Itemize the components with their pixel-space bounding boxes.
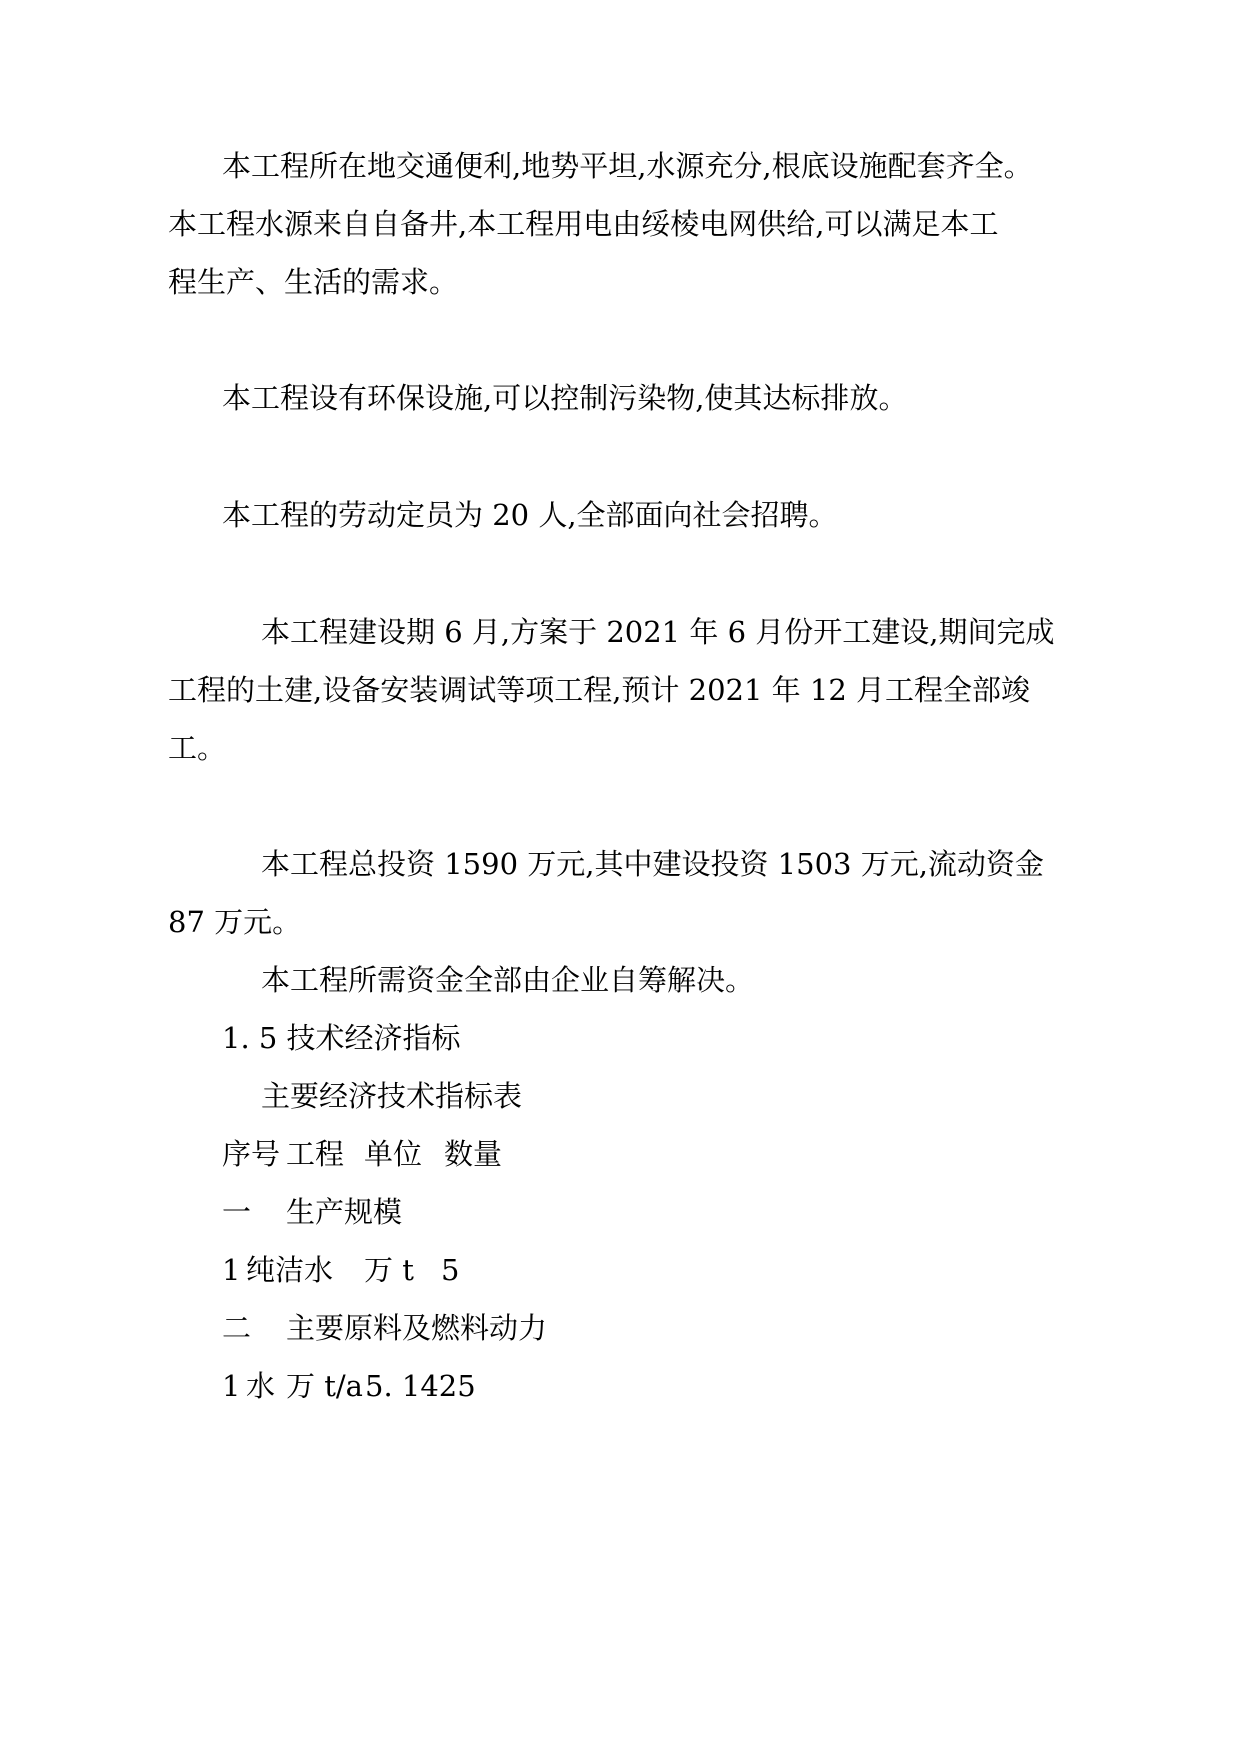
section-heading: 1. 5 技术经济指标 [222,1021,461,1055]
table-cell: 5 [441,1253,460,1287]
paragraph-4-line-1: 本工程建设期 6 月,方案于 2021 年 6 月份开工建设,期间完成 [261,615,1055,649]
paragraph-4-line-3: 工。 [168,731,227,765]
table-header-cell: 工程 [286,1137,345,1171]
table-cell: 万 t/a [286,1369,363,1403]
table-cell: 生产规模 [286,1195,403,1229]
table-header-cell: 数量 [444,1137,503,1171]
table-cell: 5. 1425 [365,1369,476,1403]
paragraph-5-line-2: 87 万元。 [168,905,302,939]
paragraph-1-line-1: 本工程所在地交通便利,地势平坦,水源充分,根底设施配套齐全。 [222,149,1033,183]
table-cell: 万 t [364,1253,414,1287]
table-cell: 二 [222,1311,252,1345]
paragraph-1-line-3: 程生产、生活的需求。 [168,265,459,299]
table-cell: 纯洁水 [246,1253,334,1287]
table-header-cell: 序号 [222,1137,281,1171]
table-cell: 1 [222,1253,241,1287]
paragraph-5-line-1: 本工程总投资 1590 万元,其中建设投资 1503 万元,流动资金 [261,847,1044,881]
table-header-cell: 单位 [364,1137,423,1171]
table-title: 主要经济技术指标表 [261,1079,523,1113]
table-cell: 1 [222,1369,241,1403]
paragraph-1-line-2: 本工程水源来自自备井,本工程用电由绥棱电网供给,可以满足本工 [168,207,999,241]
table-cell: 水 [246,1369,276,1403]
paragraph-4-line-2: 工程的土建,设备安装调试等项工程,预计 2021 年 12 月工程全部竣 [168,673,1031,707]
paragraph-6-line-1: 本工程所需资金全部由企业自筹解决。 [261,963,755,997]
paragraph-2-line-1: 本工程设有环保设施,可以控制污染物,使其达标排放。 [222,381,908,415]
table-cell: 一 [222,1195,252,1229]
table-cell: 主要原料及燃料动力 [286,1311,548,1345]
paragraph-3-line-1: 本工程的劳动定员为 20 人,全部面向社会招聘。 [222,498,838,532]
